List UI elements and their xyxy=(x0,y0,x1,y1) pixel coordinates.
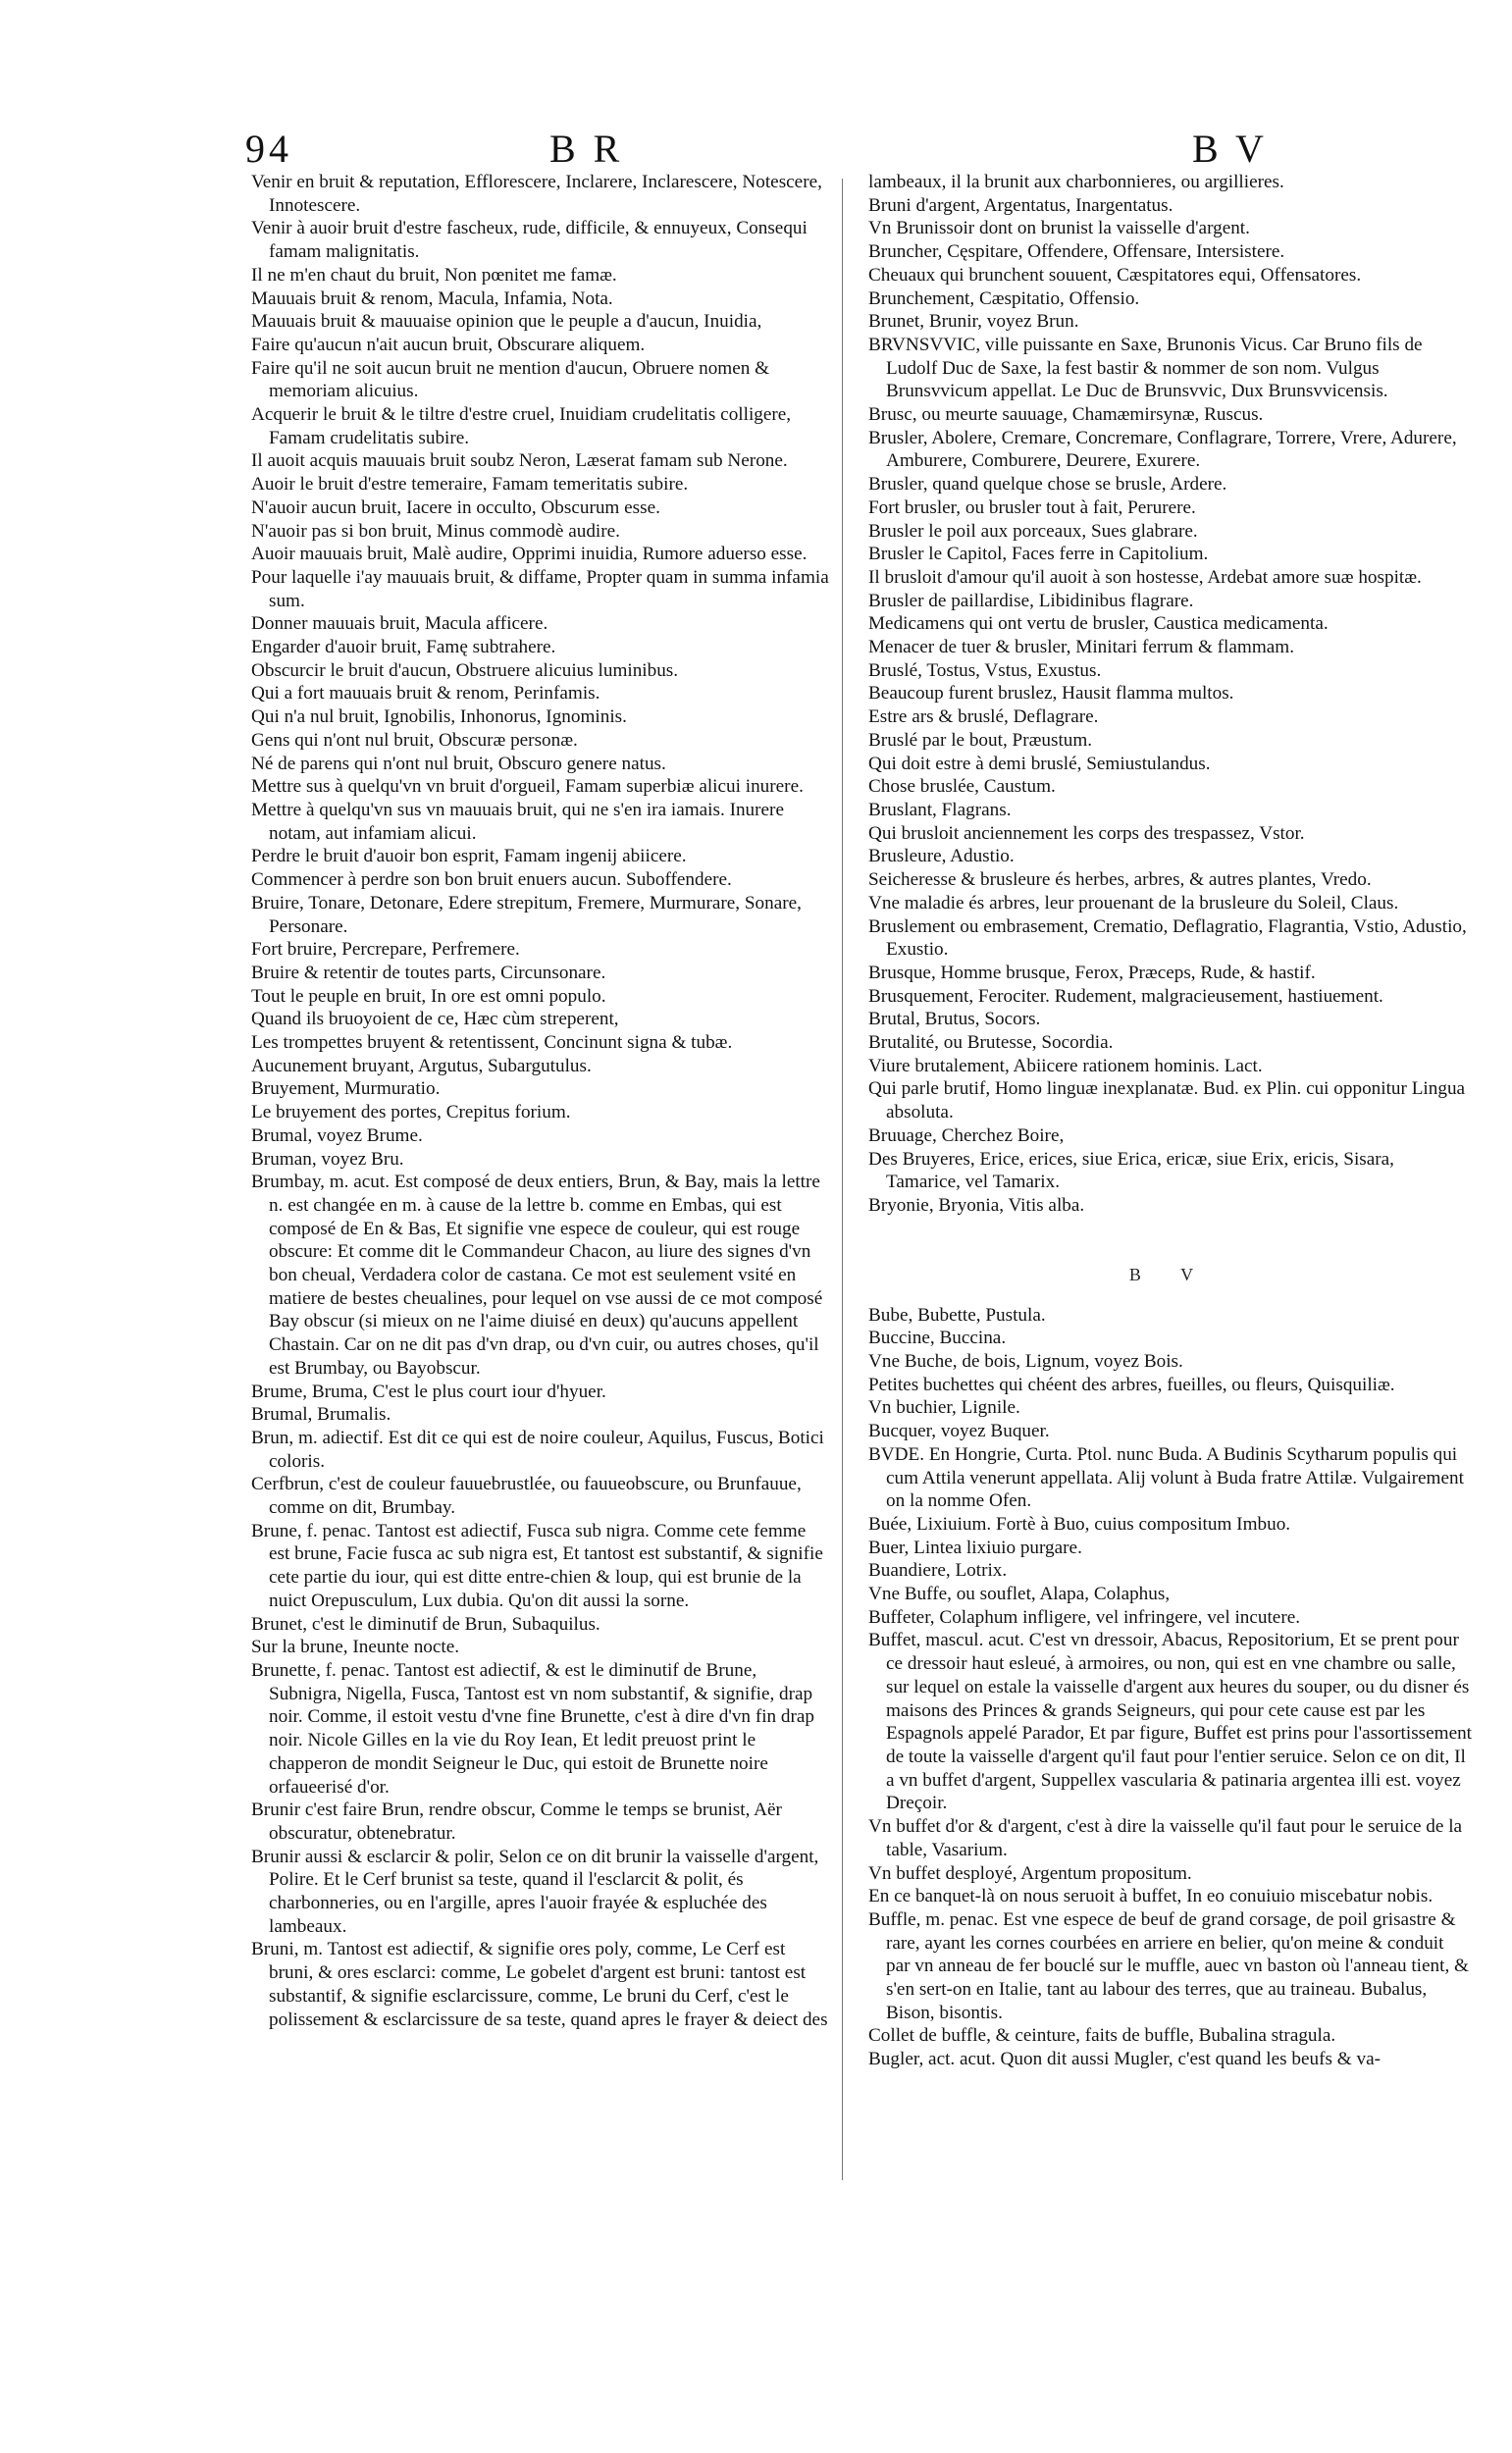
dictionary-entry: Bruni, m. Tantost est adiectif, & signifie ores poly, comme, Le Cerf est bruni, & ores esclarci: comme, Le gobelet d'argent est bruni: tantost est substantif, & signifie esclarcissure, comme, Le bruni du Cerf, c'est le polissement & esclarcissure de sa teste, quand apres le frayer & deiect des xyxy=(251,1939,828,2030)
dictionary-entry: Bugler, act. acut. Quon dit aussi Mugler, c'est quand les beufs & va- xyxy=(868,2049,1381,2070)
dictionary-entry: Buffeter, Colaphum infligere, vel infringere, vel incutere. xyxy=(868,1606,1301,1628)
dictionary-entry: Brune, f. penac. Tantost est adiectif, Fusca sub nigra. Comme cete femme est brune, Facie fusca ac sub nigra est, Et tantost est substantif, & signifie cete partie du iour, qui est ditte entre-chien & loup, qui est brunie de la nuict Orepusculum, Lux dubia. Qu'on dit aussi la sorne. xyxy=(251,1520,823,1611)
dictionary-entry: Vne Buche, de bois, Lignum, voyez Bois. xyxy=(868,1351,1183,1373)
dictionary-entry: Estre ars & bruslé, Deflagrare. xyxy=(868,706,1099,728)
dictionary-entry: Brusleure, Adustio. xyxy=(868,846,1015,867)
dictionary-entry: Buée, Lixiuium. Fortè à Buo, cuius compositum Imbuo. xyxy=(868,1513,1291,1535)
dictionary-entry: Brusler le poil aux porceaux, Sues glabrare. xyxy=(868,520,1198,542)
dictionary-entry: Aucunement bruyant, Argutus, Subargutulus. xyxy=(251,1055,592,1076)
dictionary-entry: Des Bruyeres, Erice, erices, siue Erica, ericæ, siue Erix, ericis, Sisara, Tamarice, vel Tamarix. xyxy=(868,1148,1394,1193)
dictionary-entry: Les trompettes bruyent & retentissent, Concinunt signa & tubæ. xyxy=(251,1032,733,1054)
dictionary-entry: Petites buchettes qui chéent des arbres, fueilles, ou fleurs, Quisquiliæ. xyxy=(868,1374,1395,1395)
dictionary-entry: Brunet, Brunir, voyez Brun. xyxy=(868,311,1079,333)
dictionary-entry: Auoir le bruit d'estre temeraire, Famam temeritatis subire. xyxy=(251,474,689,496)
dictionary-entry: Qui n'a nul bruit, Ignobilis, Inhonorus, Ignominis. xyxy=(251,706,627,728)
dictionary-entry: Né de parens qui n'ont nul bruit, Obscuro genere natus. xyxy=(251,753,666,774)
dictionary-entry: Brunet, c'est le diminutif de Brun, Subaquilus. xyxy=(251,1613,600,1635)
dictionary-entry: Brumal, Brumalis. xyxy=(251,1404,391,1426)
dictionary-entry: Obscurcir le bruit d'aucun, Obstruere alicuius luminibus. xyxy=(251,659,679,681)
dictionary-entry: Quand ils bruoyoient de ce, Hæc cùm streperent, xyxy=(251,1009,619,1030)
dictionary-entry: Mauuais bruit & renom, Macula, Infamia, Nota. xyxy=(251,287,613,309)
dictionary-entry: Brutal, Brutus, Socors. xyxy=(868,1009,1041,1030)
dictionary-entry: Fort bruire, Percrepare, Perfremere. xyxy=(251,939,520,961)
right-running-head: B V xyxy=(1192,127,1268,171)
dictionary-entry: Qui brusloit anciennement les corps des trespassez, Vstor. xyxy=(868,822,1305,844)
dictionary-entry: Buer, Lintea lixiuio purgare. xyxy=(868,1537,1082,1558)
dictionary-entry: Bruslé, Tostus, Vstus, Exustus. xyxy=(868,659,1102,681)
dictionary-entry: Cerfbrun, c'est de couleur fauuebrustlée, ou fauueobscure, ou Brunfauue, comme on dit, Brumbay. xyxy=(251,1474,802,1519)
dictionary-entry: Faire qu'aucun n'ait aucun bruit, Obscurare aliquem. xyxy=(251,334,646,355)
dictionary-entry: Bruni d'argent, Argentatus, Inargentatus. xyxy=(868,194,1173,216)
dictionary-entry: BVDE. En Hongrie, Curta. Ptol. nunc Buda. A Budinis Scytharum populis qui cum Attila venerunt appellata. Alij volunt à Buda fratre Attilæ. Vulgairement on la nomme Ofen. xyxy=(868,1443,1464,1512)
dictionary-entry: N'auoir aucun bruit, Iacere in occulto, Obscurum esse. xyxy=(251,496,660,518)
dictionary-entry: Viure brutalement, Abiicere rationem hominis. Lact. xyxy=(868,1055,1263,1076)
dictionary-entry: Qui doit estre à demi bruslé, Semiustulandus. xyxy=(868,753,1211,774)
dictionary-entry: Bruman, voyez Bru. xyxy=(251,1148,404,1170)
dictionary-entry: Brume, Bruma, C'est le plus court iour d'hyuer. xyxy=(251,1381,606,1402)
dictionary-entry: Faire qu'il ne soit aucun bruit ne mention d'aucun, Obruere nomen & memoriam alicuius. xyxy=(251,357,770,402)
dictionary-entry: Vne Buffe, ou souflet, Alapa, Colaphus, xyxy=(868,1584,1171,1605)
dictionary-entry: Brunette, f. penac. Tantost est adiectif, & est le diminutif de Brune, Subnigra, Nigella, Fusca, Tantost est vn nom substantif, & signifie, drap noir. Comme, il estoit vestu d'vne fine Brunette, c'est à dire d'vn fin drap noir. Nicole Gilles en la vie du Roy Iean, Et ledit preuost print le chapperon de mondit Seigneur le Duc, qui estoit de Brunette noire orfaueerisé d'or. xyxy=(251,1660,815,1798)
dictionary-entry: Le bruyement des portes, Crepitus forium. xyxy=(251,1102,571,1123)
dictionary-entry: Il ne m'en chaut du bruit, Non pœnitet me famæ. xyxy=(251,264,617,286)
dictionary-entry: Brutalité, ou Brutesse, Socordia. xyxy=(868,1032,1114,1054)
dictionary-entry: Il brusloit d'amour qu'il auoit à son hostesse, Ardebat amore suæ hospitæ. xyxy=(868,566,1422,588)
dictionary-entry: Mettre à quelqu'vn sus vn mauuais bruit, qui ne s'en ira iamais. Inurere notam, aut infamiam alicui. xyxy=(251,799,784,844)
dictionary-entry: Brusler, quand quelque chose se brusle, Ardere. xyxy=(868,474,1227,496)
dictionary-entry: Venir à auoir bruit d'estre fascheux, rude, difficile, & ennuyeux, Consequi famam malignitatis. xyxy=(251,218,808,263)
dictionary-entry: Mauuais bruit & mauuaise opinion que le peuple a d'aucun, Inuidia, xyxy=(251,311,762,333)
dictionary-entry: Vn buffet desployé, Argentum propositum. xyxy=(868,1862,1192,1884)
dictionary-entry: Brusquement, Ferociter. Rudement, malgracieusement, hastiuement. xyxy=(868,985,1383,1007)
dictionary-entry: Brusc, ou meurte sauuage, Chamæmirsynæ, Ruscus. xyxy=(868,404,1264,426)
dictionary-entry: Seicheresse & brusleure és herbes, arbres, & autres plantes, Vredo. xyxy=(868,869,1372,891)
dictionary-entry: Collet de buffle, & ceinture, faits de buffle, Bubalina stragula. xyxy=(868,2025,1336,2047)
dictionary-entry: Tout le peuple en bruit, In ore est omni populo. xyxy=(251,985,606,1007)
dictionary-entry: Vne maladie és arbres, leur prouenant de la brusleure du Soleil, Claus. xyxy=(868,892,1399,913)
dictionary-entry: Bube, Bubette, Pustula. xyxy=(868,1304,1046,1326)
page-number: 94 xyxy=(245,127,292,171)
dictionary-entry: BRVNSVVIC, ville puissante en Saxe, Brunonis Vicus. Car Bruno fils de Ludolf Duc de Saxe, la fest bastir & nommer de son nom. Vulgus Brunsvvicum appellat. Le Duc de Brunsvvic, Dux Brunsvvicensis. xyxy=(868,334,1423,402)
dictionary-entry: Donner mauuais bruit, Macula afficere. xyxy=(251,613,548,635)
dictionary-entry: Menacer de tuer & brusler, Minitari ferrum & flammam. xyxy=(868,637,1294,658)
dictionary-entry: Vn buffet d'or & d'argent, c'est à dire la vaisselle qu'il faut pour le seruice de la table, Vasarium. xyxy=(868,1816,1463,1860)
dictionary-entry: Bruire, Tonare, Detonare, Edere strepitum, Fremere, Murmurare, Sonare, Personare. xyxy=(251,892,802,937)
dictionary-entry: Buffle, m. penac. Est vne espece de beuf de grand corsage, de poil grisastre & rare, ayant les cornes courbées en arriere en belier, qu'on meine & conduit par vn anneau de fer bouclé sur le muffle, auec vn baston où l'anneau tient, & s'en sert-on en Italie, tant au labour des terres, que au traineau. Bubalus, Bison, bisontis. xyxy=(868,1908,1469,2023)
dictionary-entry: Brumbay, m. acut. Est composé de deux entiers, Brun, & Bay, mais la lettre n. est changée en m. à cause de la lettre b. comme en Embas, qui est composé de En & Bas, Et signifie vne espece de couleur, qui est rouge obscure: Et comme dit le Commandeur Chacon, au liure des signes d'vn bon cheual, Verdadera color de castana. Ce mot est seulement vsité en matiere de bestes cheualines, pour lequel on vse aussi de ce mot composé Bay obscur (si mieux on ne l'aime diuisé en deux) qu'aucuns appellent Chastain. Car on ne dit pas d'vn drap, ou d'vn cuir, ou autres choses, qu'il est Brumbay, ou Bayobscur. xyxy=(251,1172,823,1379)
dictionary-entry: Venir en bruit & reputation, Efflorescere, Inclarere, Inclarescere, Notescere, Innotescere. xyxy=(251,172,822,216)
dictionary-entry: Brusler de paillardise, Libidinibus flagrare. xyxy=(868,590,1194,611)
dictionary-entry: Mettre sus à quelqu'vn vn bruit d'orgueil, Famam superbiæ alicui inurere. xyxy=(251,776,804,798)
dictionary-entry: Buandiere, Lotrix. xyxy=(868,1560,1008,1582)
dictionary-entry: Bruuage, Cherchez Boire, xyxy=(868,1124,1065,1146)
dictionary-entry: Bryonie, Bryonia, Vitis alba. xyxy=(868,1194,1085,1216)
left-column xyxy=(251,171,830,2031)
dictionary-entry: Pour laquelle i'ay mauuais bruit, & diffame, Propter quam in summa infamia sum. xyxy=(251,566,829,611)
dictionary-entry: Bruslé par le bout, Præustum. xyxy=(868,729,1093,751)
dictionary-entry xyxy=(868,1218,1472,1245)
dictionary-entry: Bruire & retentir de toutes parts, Circunsonare. xyxy=(251,962,606,983)
dictionary-entry: Buccine, Buccina. xyxy=(868,1328,1007,1349)
dictionary-entry: Brusler, Abolere, Cremare, Concremare, Conflagrare, Torrere, Vrere, Adurere, Amburere, Comburere, Deurere, Exurere. xyxy=(868,427,1457,472)
dictionary-entry: Qui a fort mauuais bruit & renom, Perinfamis. xyxy=(251,683,600,705)
dictionary-entry: Brunchement, Cæspitatio, Offensio. xyxy=(868,287,1140,309)
dictionary-entry: Il auoit acquis mauuais bruit soubz Neron, Læserat famam sub Nerone. xyxy=(251,450,788,472)
dictionary-entry: Brun, m. adiectif. Est dit ce qui est de noire couleur, Aquilus, Fuscus, Botici coloris. xyxy=(251,1427,824,1472)
column-divider xyxy=(842,179,843,2180)
dictionary-entry: Perdre le bruit d'auoir bon esprit, Famam ingenij abiicere. xyxy=(251,846,687,867)
right-column xyxy=(868,171,1472,2071)
dictionary-entry: Cheuaux qui brunchent souuent, Cæspitatores equi, Offensatores. xyxy=(868,264,1362,286)
section-heading: B V xyxy=(1128,1264,1212,1284)
dictionary-entry: Beaucoup furent bruslez, Hausit flamma multos. xyxy=(868,683,1234,705)
dictionary-entry: Bruncher, Cęspitare, Offendere, Offensare, Intersistere. xyxy=(868,241,1285,263)
dictionary-entry: Bruyement, Murmuratio. xyxy=(251,1078,441,1100)
dictionary-entry: Qui parle brutif, Homo linguæ inexplanatæ. Bud. ex Plin. cui opponitur Lingua absoluta. xyxy=(868,1078,1466,1123)
dictionary-entry: Engarder d'auoir bruit, Famę subtrahere. xyxy=(251,637,556,658)
dictionary-entry: Vn Brunissoir dont on brunist la vaisselle d'argent. xyxy=(868,218,1250,239)
dictionary-entry: Acquerir le bruit & le tiltre d'estre cruel, Inuidiam crudelitatis colligere, Famam crudelitatis subire. xyxy=(251,404,792,448)
dictionary-entry: Buffet, mascul. acut. C'est vn dressoir, Abacus, Repositorium, Et se prent pour ce dressoir haut esleué, à armoires, ou non, qui est en vne chambre ou salle, sur lequel on estale la vaisselle d'argent aux heures du souper, ou du disner és maisons des Princes & grands Seigneurs, qui pour cete cause est par les Espagnols appelé Parador, Et par figure, Buffet est prins pour l'assortissement de toute la vaisselle d'argent qu'il faut pour l'entier seruice. Selon ce on dit, Il a vn buffet d'argent, Suppellex vascularia & patinaria argentea illi est. voyez Dreçoir. xyxy=(868,1630,1473,1814)
left-running-head: B R xyxy=(549,127,624,171)
dictionary-entry: Vn buchier, Lignile. xyxy=(868,1397,1020,1419)
dictionary-entry: Commencer à perdre son bon bruit enuers aucun. Suboffendere. xyxy=(251,869,732,891)
dictionary-entry: En ce banquet-là on nous seruoit à buffet, In eo conuiuio miscebatur nobis. xyxy=(868,1886,1434,1907)
dictionary-entry: Sur la brune, Ineunte nocte. xyxy=(251,1637,460,1658)
dictionary-entry: Auoir mauuais bruit, Malè audire, Opprimi inuidia, Rumore aduerso esse. xyxy=(251,544,808,565)
dictionary-entry: Bruslement ou embrasement, Crematio, Deflagratio, Flagrantia, Vstio, Adustio, Exustio. xyxy=(868,915,1467,961)
dictionary-entry: Bruslant, Flagrans. xyxy=(868,799,1012,820)
dictionary-entry: Gens qui n'ont nul bruit, Obscuræ personæ. xyxy=(251,729,578,751)
dictionary-entry: Fort brusler, ou brusler tout à fait, Perurere. xyxy=(868,496,1196,518)
dictionary-entry: N'auoir pas si bon bruit, Minus commodè audire. xyxy=(251,520,620,542)
dictionary-entry: lambeaux, il la brunit aux charbonnieres, ou argillieres. xyxy=(868,172,1284,192)
dictionary-entry: Brunir aussi & esclarcir & polir, Selon ce on dit brunir la vaisselle d'argent, Polire. Et le Cerf brunist sa teste, quand il l'esclarcit & polit, és charbonneries, ou en l'argille, apres l'auoir frayée & espluchée des lambeaux. xyxy=(251,1846,819,1937)
dictionary-entry: Chose bruslée, Caustum. xyxy=(868,776,1056,798)
dictionary-entry: Brusler le Capitol, Faces ferre in Capitolium. xyxy=(868,544,1209,565)
dictionary-entry: Medicamens qui ont vertu de brusler, Caustica medicamenta. xyxy=(868,613,1329,635)
dictionary-entry: Brunir c'est faire Brun, rendre obscur, Comme le temps se brunist, Aër obscuratur, obtenebratur. xyxy=(251,1800,782,1844)
dictionary-entry: Brusque, Homme brusque, Ferox, Præceps, Rude, & hastif. xyxy=(868,962,1316,983)
dictionary-entry: Brumal, voyez Brume. xyxy=(251,1124,423,1146)
dictionary-entry: Bucquer, voyez Buquer. xyxy=(868,1421,1050,1442)
